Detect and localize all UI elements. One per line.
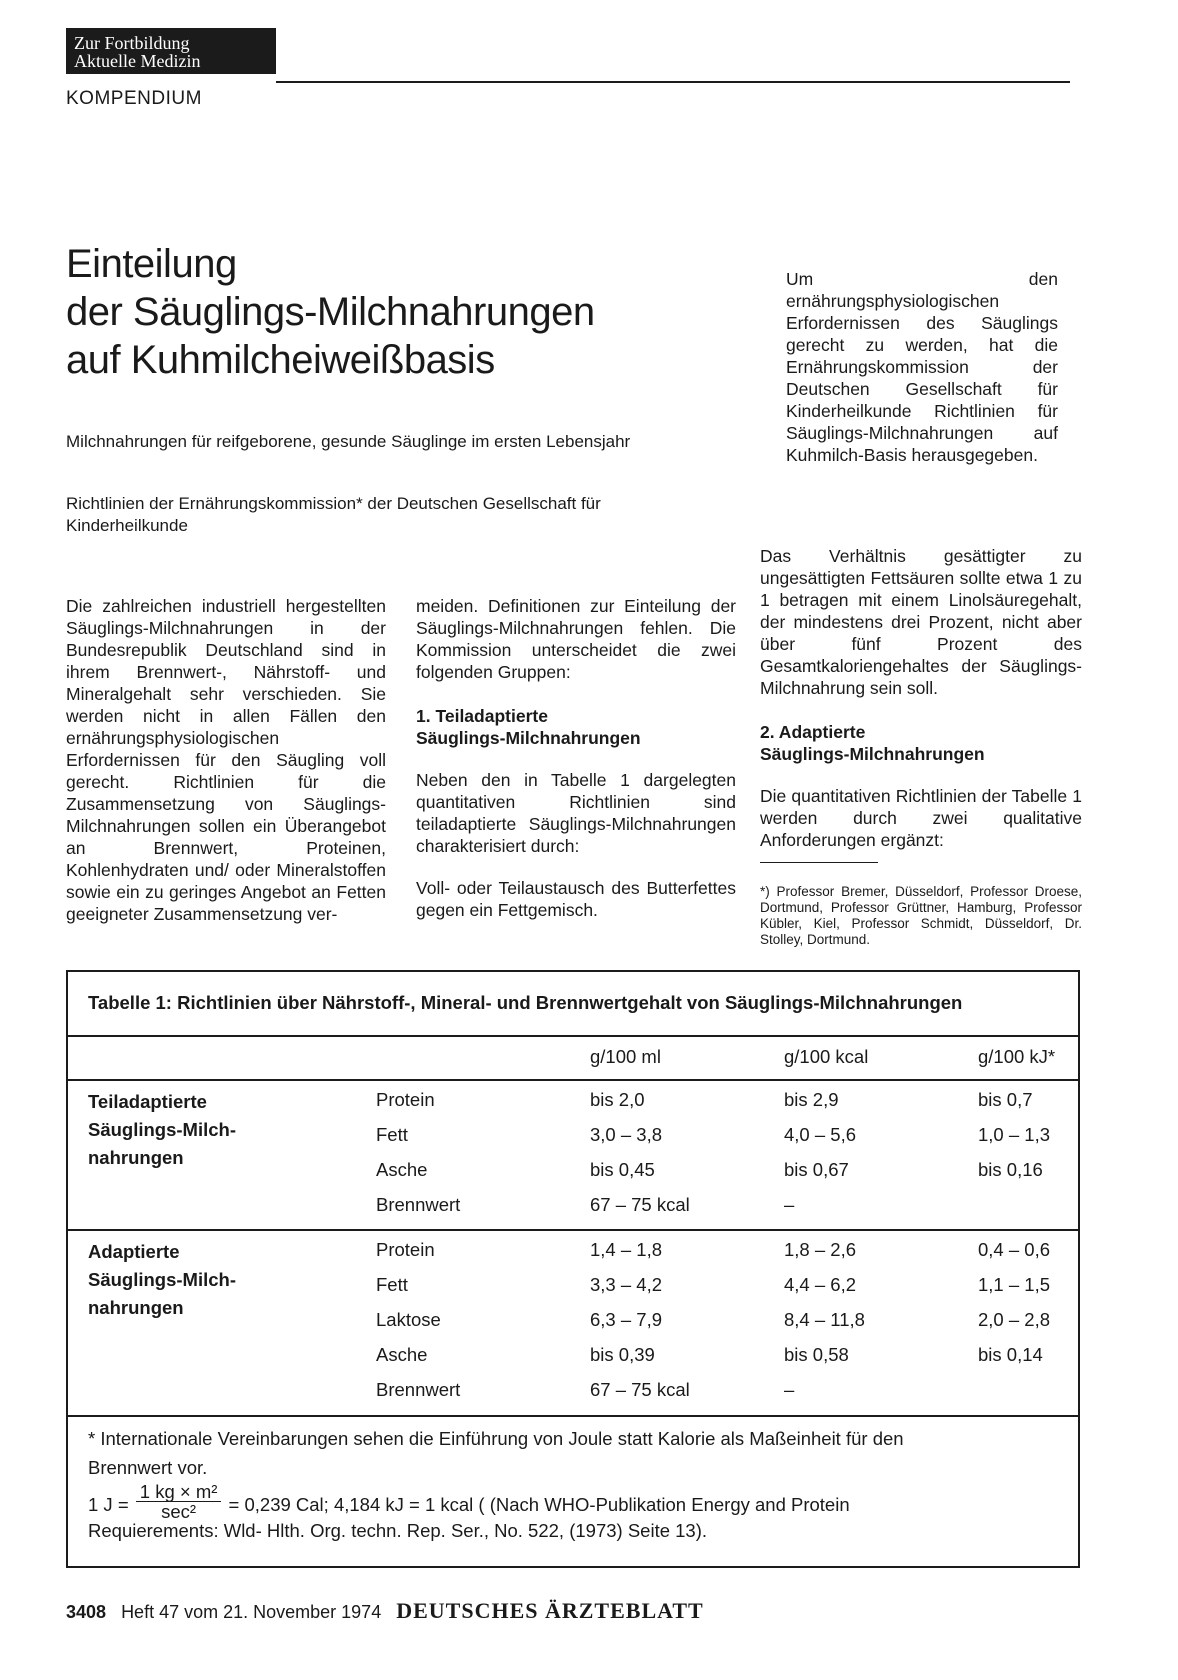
- group-label-line: Teiladaptierte: [88, 1091, 207, 1112]
- section-heading-1: [416, 705, 736, 749]
- table-cell: –: [784, 1194, 795, 1215]
- table-footnote-line: Brennwert vor.: [88, 1457, 208, 1478]
- paragraph: Die quantitativen Richtlinien der Tabelle 1 werden durch zwei qualitative Anforderungen ergänzt:: [760, 786, 1082, 850]
- table-cell: 0,4 – 0,6: [978, 1239, 1051, 1260]
- paragraph: meiden. Definitionen zur Einteilung der Säuglings-Milchnahrungen fehlen. Die Kommission unterscheidet die zwei folgenden Gruppen:: [416, 596, 736, 682]
- row-label: Asche: [376, 1344, 428, 1365]
- body-column-3: [760, 545, 1082, 851]
- group-label-line: nahrungen: [88, 1297, 184, 1318]
- row-label: Protein: [376, 1239, 435, 1260]
- table-rule: [67, 1415, 1079, 1417]
- paragraph: Voll- oder Teilaustausch des Butterfettes gegen ein Fettgemisch.: [416, 878, 736, 920]
- table-cell: 3,0 – 3,8: [590, 1124, 663, 1145]
- group-label: [88, 1088, 236, 1172]
- row-label: Brennwert: [376, 1379, 461, 1400]
- table-cell: bis 0,58: [784, 1344, 849, 1365]
- paragraph: Neben den in Tabelle 1 dargelegten quantitativen Richtlinien sind teiladaptierte Säuglings-Milchnahrungen charakterisiert durch:: [416, 770, 736, 856]
- article-subtitle: Milchnahrungen für reifgeborene, gesunde Säuglinge im ersten Lebensjahr: [66, 432, 631, 451]
- table-cell: 67 – 75 kcal: [590, 1379, 690, 1400]
- table-cell: bis 0,14: [978, 1344, 1043, 1365]
- row-label: Laktose: [376, 1309, 441, 1330]
- footnote-rule: [760, 862, 878, 863]
- group-label-line: Säuglings-Milch-: [88, 1119, 236, 1140]
- group-label-line: Säuglings-Milch-: [88, 1269, 236, 1290]
- issue-info: Heft 47 vom 21. November 1974: [121, 1602, 382, 1622]
- formula-fraction: [136, 1482, 222, 1521]
- column-header: g/100 kJ*: [978, 1046, 1056, 1067]
- heading-line: Säuglings-Milchnahrungen: [416, 728, 641, 748]
- heading-line: Säuglings-Milchnahrungen: [760, 744, 985, 764]
- row-label: Protein: [376, 1089, 435, 1110]
- table-cell: bis 0,16: [978, 1159, 1043, 1180]
- table-footnote-line: Requierements: Wld- Hlth. Org. techn. Rep. Ser., No. 522, (1973) Seite 13).: [88, 1520, 708, 1541]
- table-cell: bis 2,0: [590, 1089, 645, 1110]
- row-label: Fett: [376, 1124, 408, 1145]
- formula-suffix: = 0,239 Cal; 4,184 kJ = 1 kcal ( (Nach WHO-Publikation Energy and Protein: [228, 1494, 850, 1515]
- table-footnote-line: * Internationale Vereinbarungen sehen die Einführung von Joule statt Kalorie als Maßeinheit für den: [88, 1428, 904, 1449]
- row-label: Fett: [376, 1274, 408, 1295]
- table-cell: 1,1 – 1,5: [978, 1274, 1051, 1295]
- formula: [88, 1481, 1068, 1522]
- body-column-2: [416, 595, 736, 921]
- body-column-1: [66, 595, 386, 925]
- formula-denominator: sec²: [161, 1501, 197, 1522]
- section-heading-2: [760, 721, 1082, 765]
- section-label-line-2: Aktuelle Medizin: [74, 51, 201, 71]
- table-cell: 1,8 – 2,6: [784, 1239, 857, 1260]
- table-cell: bis 0,39: [590, 1344, 655, 1365]
- table-rule: [67, 1035, 1079, 1037]
- section-label-line-1: Zur Fortbildung: [74, 33, 190, 53]
- paragraph: Die zahlreichen industriell hergestellten Säuglings-Milchnahrungen in der Bundesrepublik Deutschland sind in ihrem Brennwert-, Nährstoff- und Mineralgehalt sehr verschieden. Sie werden nicht in allen Fällen den ernährungsphysiologischen Erfordernissen für den Säugling voll gerecht. Richtlinien für die Zusammensetzung von Säuglings-Milchnahrungen sollen ein Überangebot an Brennwert, Proteinen, Kohlenhydraten und/ oder Mineralstoffen sowie ein zu geringes Angebot an Fetten geeigneter Zusammensetzung ver-: [66, 596, 386, 924]
- table-cell: 67 – 75 kcal: [590, 1194, 690, 1215]
- group-label-line: Adaptierte: [88, 1241, 180, 1262]
- table-rule: [67, 1079, 1079, 1081]
- table-cell: 6,3 – 7,9: [590, 1309, 663, 1330]
- table-cell: bis 2,9: [784, 1089, 839, 1110]
- column-header: g/100 kcal: [784, 1046, 869, 1067]
- group-label: [88, 1238, 236, 1322]
- group-label-line: nahrungen: [88, 1147, 184, 1168]
- paragraph: Das Verhältnis gesättigter zu ungesättigten Fettsäuren sollte etwa 1 zu 1 betragen mit einem Linolsäuregehalt, der mindestens drei Prozent, nicht aber über fünf Prozent des Gesamtkaloriengehaltes der Säuglings-Milchnahrung sein soll.: [760, 546, 1082, 698]
- heading-line: 1. Teiladaptierte: [416, 706, 548, 726]
- table-cell: 1,4 – 1,8: [590, 1239, 663, 1260]
- title-line-3: auf Kuhmilcheiweißbasis: [66, 338, 495, 382]
- table-title: Tabelle 1: Richtlinien über Nährstoff-, Mineral- und Brennwertgehalt von Säuglings-Milchnahrungen: [88, 992, 963, 1013]
- table-cell: 4,0 – 5,6: [784, 1124, 857, 1145]
- row-label: Brennwert: [376, 1194, 461, 1215]
- magazine-name: DEUTSCHES ÄRZTEBLATT: [396, 1598, 704, 1623]
- table-footnote: [88, 1424, 1068, 1545]
- table-cell: –: [784, 1379, 795, 1400]
- table-cell: bis 0,45: [590, 1159, 655, 1180]
- formula-numerator: 1 kg × m²: [136, 1482, 222, 1502]
- table-cell: 4,4 – 6,2: [784, 1274, 857, 1295]
- table-cell: bis 0,7: [978, 1089, 1033, 1110]
- table-cell: 2,0 – 2,8: [978, 1309, 1051, 1330]
- title-line-1: Einteilung: [66, 242, 237, 286]
- article-title: [66, 240, 726, 384]
- table-cell: bis 0,67: [784, 1159, 849, 1180]
- header-rule: [276, 81, 1070, 83]
- author-footnote: *) Professor Bremer, Düsseldorf, Professor Droese, Dortmund, Professor Grüttner, Hamburg, Professor Kübler, Kiel, Professor Schmidt, Düsseldorf, Dr. Stolley, Dortmund.: [760, 884, 1082, 947]
- section-name: KOMPENDIUM: [66, 88, 202, 109]
- table-cell: 8,4 – 11,8: [784, 1309, 865, 1330]
- table-rule: [67, 1229, 1079, 1231]
- page-number: 3408: [66, 1602, 107, 1622]
- page-footer: [66, 1598, 704, 1624]
- intro-paragraph: Um den ernährungsphysiologischen Erfordernissen des Säuglings gerecht zu werden, hat die Ernährungskommission der Deutschen Gesellschaft für Kinderheilkunde Richtlinien für Säuglings-Milchnahrungen auf Kuhmilch-Basis herausgegeben.: [786, 269, 1058, 465]
- formula-prefix: 1 J =: [88, 1494, 129, 1515]
- heading-line: 2. Adaptierte: [760, 722, 866, 742]
- title-line-2: der Säuglings-Milchnahrungen: [66, 290, 595, 334]
- row-label: Asche: [376, 1159, 428, 1180]
- column-header: g/100 ml: [590, 1046, 661, 1067]
- table-cell: 1,0 – 1,3: [978, 1124, 1051, 1145]
- article-guideline: Richtlinien der Ernährungskommission* der Deutschen Gesellschaft für Kinderheilkunde: [66, 494, 601, 535]
- section-label-box: [66, 28, 276, 74]
- table-cell: 3,3 – 4,2: [590, 1274, 663, 1295]
